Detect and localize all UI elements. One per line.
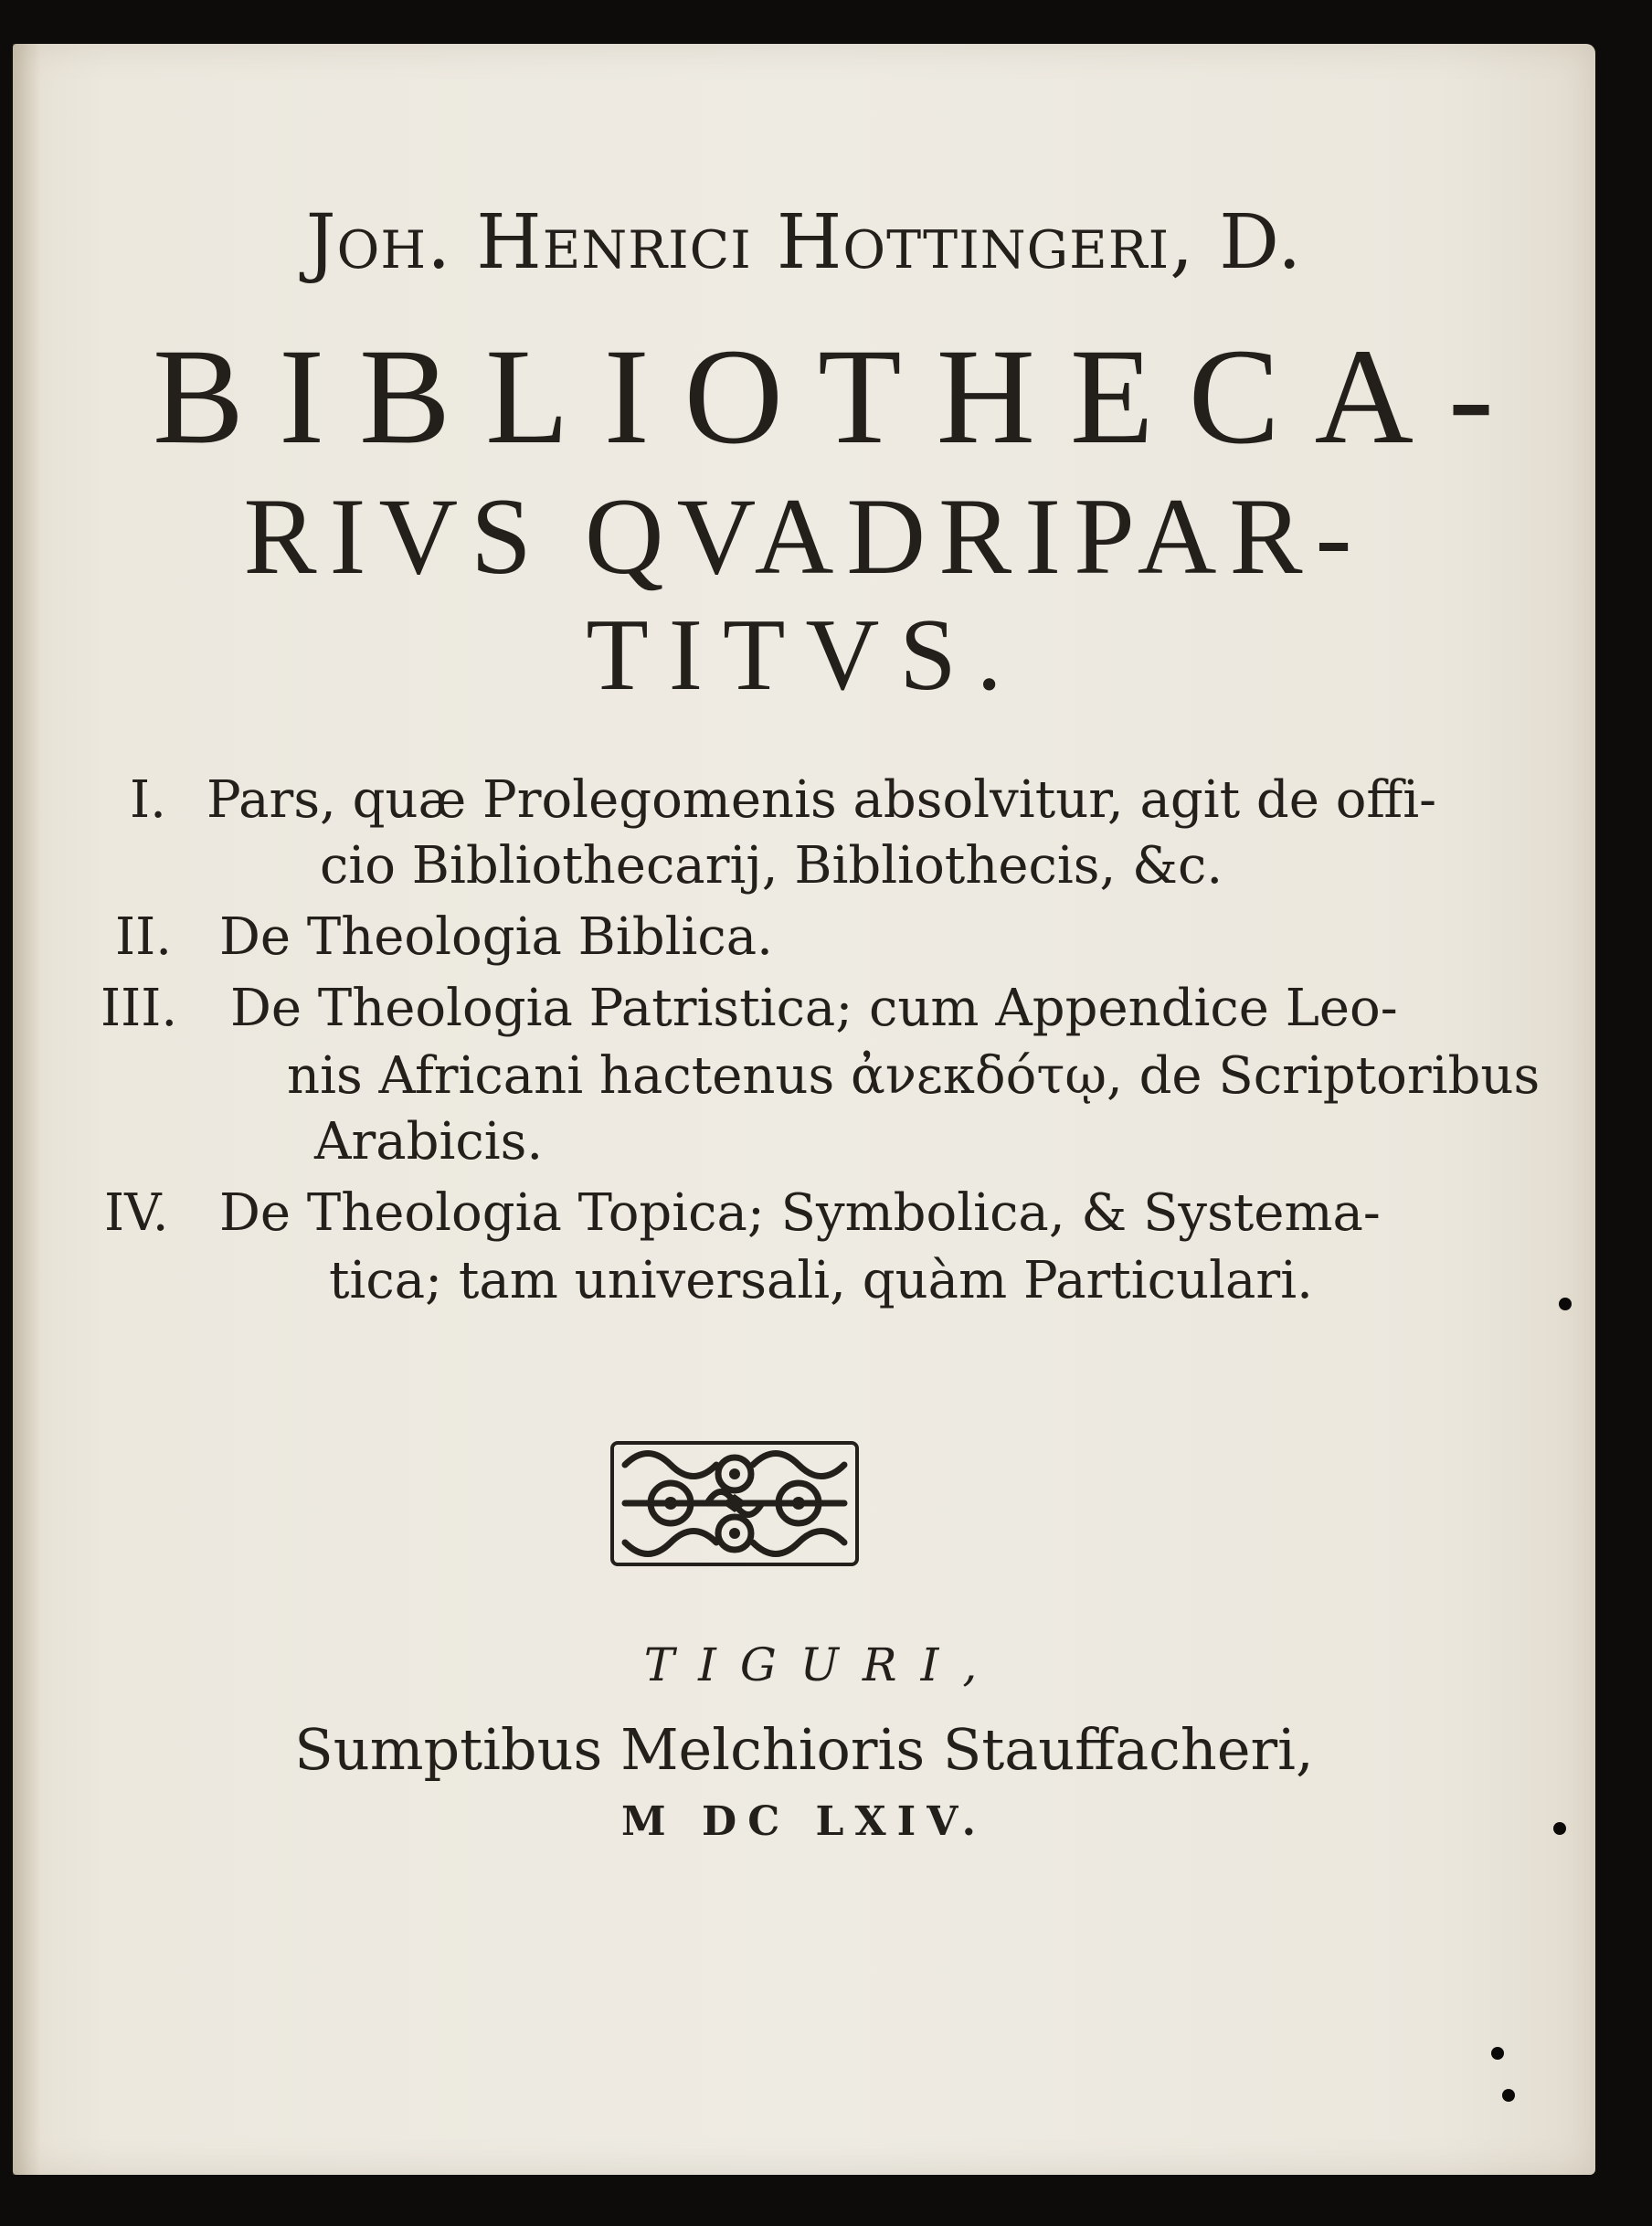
part-numeral: I. — [130, 770, 166, 830]
part-numeral: IV. — [104, 1183, 169, 1243]
title-line-2: RIVS QVADRIPAR- — [243, 475, 1365, 597]
part-text-line: De Theologia Patristica; cum Appendice Leo- — [230, 979, 1398, 1038]
title-page — [13, 44, 1595, 2175]
part-numeral: III. — [101, 979, 178, 1038]
imprint-year: M DC LXIV. — [621, 1798, 987, 1845]
binding-dot — [1491, 2047, 1504, 2060]
binding-dot — [1559, 1298, 1572, 1310]
binding-dot — [1502, 2089, 1515, 2102]
imprint-place: TIGURI, — [643, 1638, 1001, 1691]
binding-dot — [1553, 1822, 1566, 1835]
title-line-1: BIBLIOTHECA- — [153, 321, 1529, 472]
imprint-publisher: Sumptibus Melchioris Stauffacheri, — [294, 1716, 1314, 1783]
printers-ornament-icon — [607, 1437, 863, 1570]
author-line: Joh. Henrici Hottingeri, D. — [305, 199, 1303, 286]
part-text-line: nis Africani hactenus ἀνεκδότῳ, de Scriptoribus — [287, 1046, 1541, 1106]
part-text-line: cio Bibliothecarij, Bibliothecis, &c. — [320, 836, 1223, 896]
part-text-line: De Theologia Biblica. — [219, 907, 773, 967]
part-text-line: tica; tam universali, quàm Particulari. — [329, 1251, 1313, 1310]
part-text-line: De Theologia Topica; Symbolica, & Systema- — [219, 1183, 1381, 1243]
part-text-line: Pars, quæ Prolegomenis absolvitur, agit de offi- — [206, 770, 1437, 830]
title-line-3: TITVS. — [586, 599, 1022, 712]
part-text-line: Arabicis. — [314, 1112, 544, 1171]
part-numeral: II. — [115, 907, 173, 967]
